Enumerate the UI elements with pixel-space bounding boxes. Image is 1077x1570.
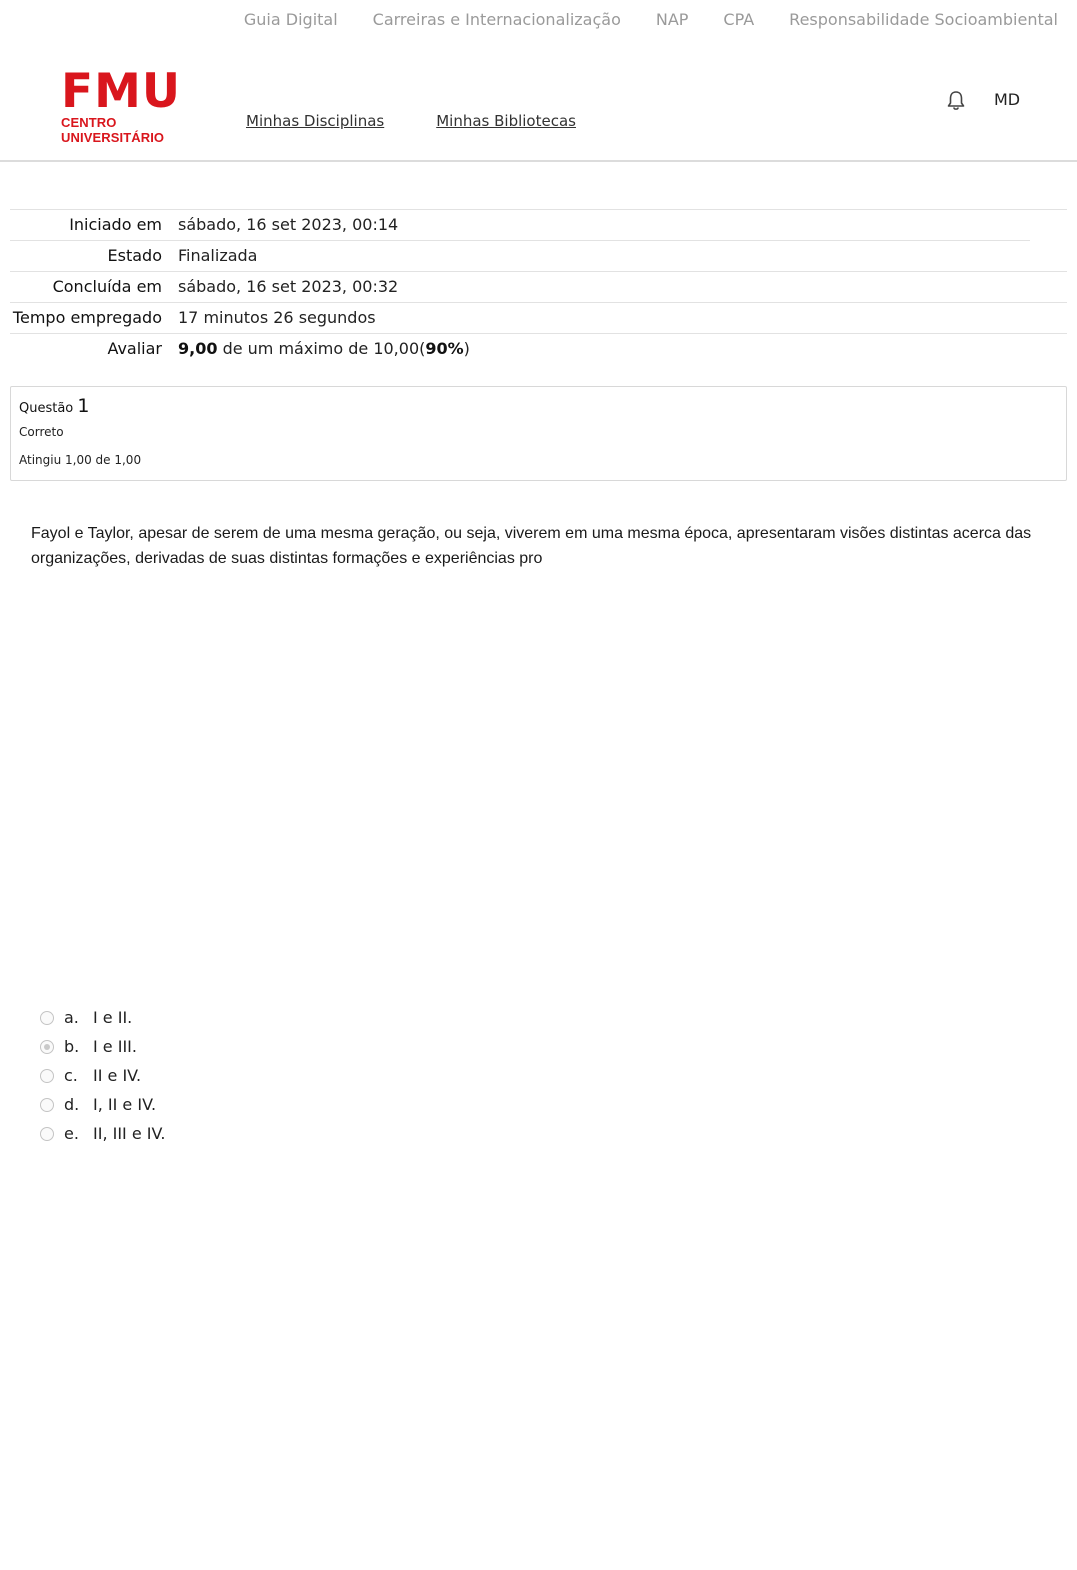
answer-letter: c. bbox=[64, 1066, 78, 1085]
summary-row-state bbox=[10, 240, 1030, 271]
started-label: Iniciado em bbox=[69, 215, 162, 234]
grade-end: ) bbox=[463, 339, 470, 358]
radio-d[interactable] bbox=[40, 1098, 54, 1112]
top-link-nap[interactable]: NAP bbox=[655, 10, 689, 29]
summary-row-time bbox=[10, 302, 1067, 333]
answer-text: I, II e IV. bbox=[93, 1095, 157, 1114]
site-header bbox=[0, 60, 1077, 162]
summary-row-completed bbox=[10, 271, 1067, 302]
radio-c[interactable] bbox=[40, 1069, 54, 1083]
attempt-summary bbox=[10, 209, 1067, 364]
question-number-value: 1 bbox=[77, 395, 90, 417]
top-link-guia-digital[interactable]: Guia Digital bbox=[243, 10, 338, 29]
summary-row-grade bbox=[10, 333, 1067, 364]
answer-options bbox=[40, 1003, 165, 1148]
top-links bbox=[244, 10, 1058, 29]
state-label: Estado bbox=[107, 246, 162, 265]
answer-letter: b. bbox=[64, 1037, 80, 1056]
answer-text: II e IV. bbox=[93, 1066, 142, 1085]
answer-option-c[interactable] bbox=[40, 1061, 165, 1090]
question-state: Correto bbox=[19, 425, 64, 439]
time-label: Tempo empregado bbox=[12, 308, 162, 327]
started-value: sábado, 16 set 2023, 00:14 bbox=[178, 215, 399, 234]
completed-label: Concluída em bbox=[52, 277, 162, 296]
state-value: Finalizada bbox=[178, 246, 258, 265]
main-nav bbox=[246, 112, 576, 130]
question-text: Fayol e Taylor, apesar de serem de uma mesma geração, ou seja, viverem em uma mesma época, apresentaram visões distintas acerca das organizações, derivadas de suas distintas formações e experiências pro bbox=[31, 525, 1032, 567]
nav-minhas-bibliotecas[interactable]: Minhas Bibliotecas bbox=[436, 112, 576, 130]
time-value: 17 minutos 26 segundos bbox=[178, 308, 376, 327]
radio-b[interactable] bbox=[40, 1040, 54, 1054]
logo-subtitle: CENTRO UNIVERSITÁRIO bbox=[61, 115, 165, 145]
grade-middle: de um máximo de 10,00( bbox=[217, 339, 426, 358]
bell-icon[interactable] bbox=[946, 90, 966, 112]
grade-label: Avaliar bbox=[107, 339, 162, 358]
nav-minhas-disciplinas[interactable]: Minhas Disciplinas bbox=[246, 112, 385, 130]
top-link-cpa[interactable]: CPA bbox=[723, 10, 755, 29]
answer-letter: a. bbox=[64, 1008, 79, 1027]
summary-row-started bbox=[10, 209, 1067, 240]
grade-percent: 90% bbox=[425, 339, 464, 358]
fmu-logo[interactable] bbox=[61, 64, 197, 145]
grade-score: 9,00 bbox=[178, 339, 218, 358]
top-link-carreiras[interactable]: Carreiras e Internacionalização bbox=[372, 10, 621, 29]
answer-letter: d. bbox=[64, 1095, 80, 1114]
logo-word: FMU bbox=[61, 64, 182, 119]
top-link-responsabilidade[interactable]: Responsabilidade Socioambiental bbox=[789, 10, 1058, 29]
question-label: Questão bbox=[19, 401, 74, 416]
answer-text: I e II. bbox=[93, 1008, 133, 1027]
answer-option-d[interactable] bbox=[40, 1090, 165, 1119]
user-initials[interactable]: MD bbox=[994, 90, 1021, 109]
completed-value: sábado, 16 set 2023, 00:32 bbox=[178, 277, 399, 296]
question-mark: Atingiu 1,00 de 1,00 bbox=[19, 453, 142, 467]
answer-text: II, III e IV. bbox=[93, 1124, 166, 1143]
answer-option-a[interactable] bbox=[40, 1003, 165, 1032]
radio-e[interactable] bbox=[40, 1127, 54, 1141]
answer-option-b[interactable] bbox=[40, 1032, 165, 1061]
question-number bbox=[19, 395, 90, 417]
question-info-box bbox=[10, 386, 1067, 481]
answer-text: I e III. bbox=[93, 1037, 137, 1056]
answer-option-e[interactable] bbox=[40, 1119, 165, 1148]
grade-value bbox=[178, 337, 470, 360]
radio-a[interactable] bbox=[40, 1011, 54, 1025]
answer-letter: e. bbox=[64, 1124, 79, 1143]
